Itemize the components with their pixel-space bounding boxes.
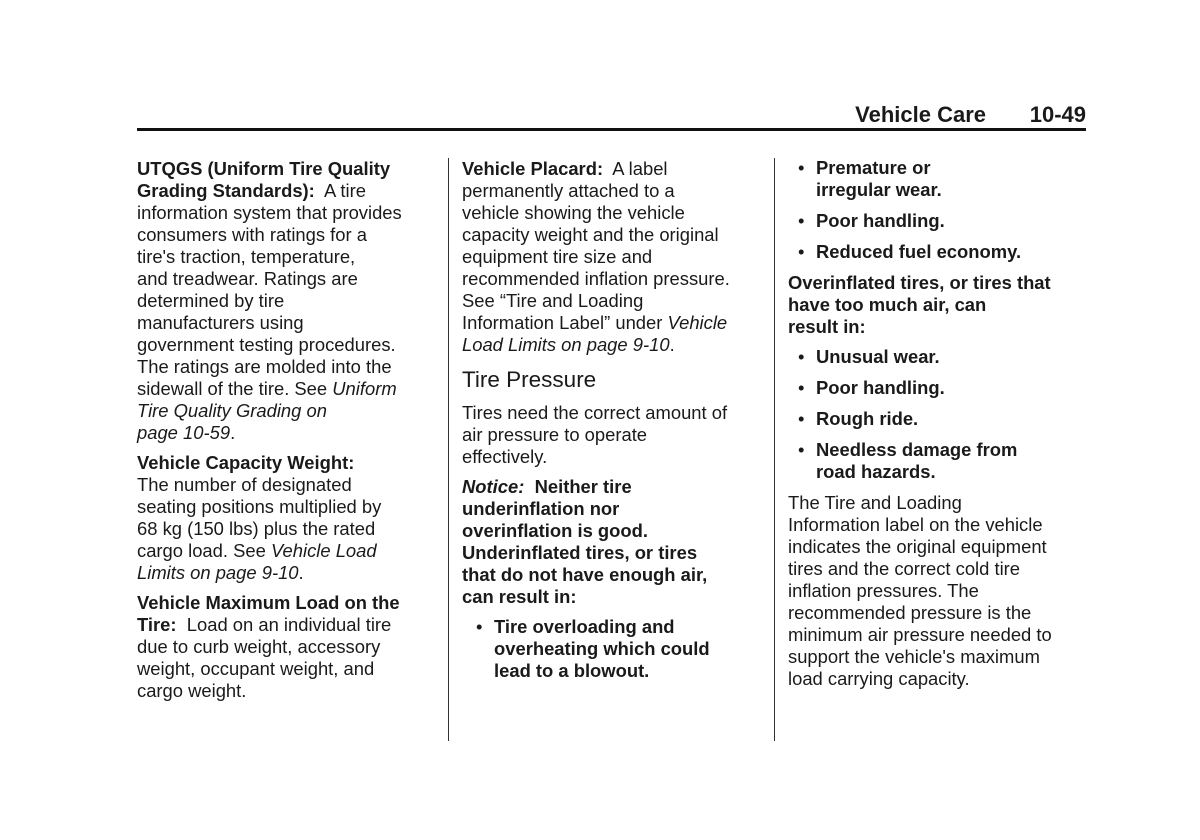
utqgs-text: consumers with ratings for a [137, 224, 367, 245]
page-header [137, 102, 1086, 130]
header-rule [137, 128, 1086, 131]
placard-term: Vehicle Placard: [462, 158, 604, 179]
placard-text: recommended inflation pressure. [462, 268, 730, 289]
list-item [476, 616, 762, 682]
placard-cross-reference[interactable]: Load Limits on page 9-10 [462, 334, 670, 355]
capacity-cross-reference[interactable]: Vehicle Load [270, 540, 377, 561]
paragraph-text: Information label on the vehicle [788, 514, 1043, 535]
utqgs-text: government testing procedures. [137, 334, 396, 355]
notice-label: Notice: [462, 476, 525, 497]
column-2 [462, 158, 762, 691]
list-item-text: lead to a blowout. [494, 660, 650, 681]
paragraph-text: inflation pressures. The [788, 580, 979, 601]
list-item-text: • Poor handling. [816, 210, 945, 231]
list-item-text: road hazards. [816, 461, 936, 482]
max-load-text: weight, occupant weight, and [137, 658, 375, 679]
overinflation-text: have too much air, can [788, 294, 987, 315]
tire-pressure-intro [462, 402, 762, 468]
utqgs-term-line1: UTQGS (Uniform Tire Quality [137, 158, 391, 179]
utqgs-text: manufacturers using [137, 312, 304, 333]
paragraph-text: The Tire and Loading [788, 492, 962, 513]
placard-text: capacity weight and the original [462, 224, 719, 245]
list-item [798, 346, 1088, 368]
paragraph-text: minimum air pressure needed to [788, 624, 1052, 645]
placard-definition [462, 158, 762, 356]
max-load-text: cargo weight. [137, 680, 247, 701]
placard-cross-reference[interactable]: Vehicle [667, 312, 728, 333]
placard-text: Information Label” under [462, 312, 663, 333]
capacity-text: 68 kg (150 lbs) plus the rated [137, 518, 376, 539]
utqgs-definition [137, 158, 437, 444]
list-item-text: • Poor handling. [816, 377, 945, 398]
utqgs-cross-reference[interactable]: Uniform [332, 378, 397, 399]
notice-text: can result in: [462, 586, 577, 607]
max-load-definition [137, 592, 437, 702]
placard-text: A label [612, 158, 668, 179]
placard-text: vehicle showing the vehicle [462, 202, 685, 223]
list-item [798, 408, 1088, 430]
notice-text: Underinflated tires, or tires [462, 542, 698, 563]
list-item-text: • Needless damage from [816, 439, 1018, 460]
capacity-definition [137, 452, 437, 584]
placard-text: See “Tire and Loading [462, 290, 644, 311]
notice-block [462, 476, 762, 608]
underinflation-effects-list [788, 157, 1088, 263]
overinflation-intro [788, 272, 1088, 338]
intro-text: effectively. [462, 446, 548, 467]
list-item [798, 439, 1088, 483]
utqgs-text: tire's traction, temperature, [137, 246, 356, 267]
paragraph-text: support the vehicle's maximum [788, 646, 1040, 667]
list-item-text: • Reduced fuel economy. [816, 241, 1022, 262]
intro-text: Tires need the correct amount of [462, 402, 728, 423]
list-item [798, 377, 1088, 399]
list-item [798, 157, 1088, 201]
paragraph-text: load carrying capacity. [788, 668, 970, 689]
notice-text: overinflation is good. [462, 520, 648, 541]
period: . [230, 422, 236, 443]
loading-label-paragraph [788, 492, 1088, 690]
paragraph-text: indicates the original equipment [788, 536, 1047, 557]
period: . [298, 562, 304, 583]
max-load-text: Load on an individual tire [186, 614, 392, 635]
placard-text: equipment tire size and [462, 246, 653, 267]
utqgs-term-line2: Grading Standards): [137, 180, 315, 201]
notice-text: underinflation nor [462, 498, 620, 519]
underinflation-notice-list [462, 616, 762, 682]
intro-text: air pressure to operate [462, 424, 648, 445]
tire-pressure-heading: Tire Pressure [462, 367, 597, 392]
page-number: 10-49 [1029, 102, 1086, 127]
paragraph-text: tires and the correct cold tire [788, 558, 1021, 579]
utqgs-text: determined by tire [137, 290, 285, 311]
notice-text: Neither tire [534, 476, 632, 497]
utqgs-text: sidewall of the tire. See [137, 378, 328, 399]
utqgs-text: information system that provides [137, 202, 402, 223]
period: . [669, 334, 675, 355]
overinflation-effects-list [788, 346, 1088, 483]
paragraph-text: recommended pressure is the [788, 602, 1032, 623]
max-load-term-line1: Vehicle Maximum Load on the [137, 592, 400, 613]
utqgs-cross-reference[interactable]: page 10-59 [137, 422, 231, 443]
capacity-text: The number of designated [137, 474, 352, 495]
notice-text: that do not have enough air, [462, 564, 708, 585]
column-3 [788, 158, 1088, 698]
column-1 [137, 158, 437, 710]
placard-text: permanently attached to a [462, 180, 675, 201]
list-item-text: • Unusual wear. [816, 346, 940, 367]
list-item [798, 210, 1088, 232]
capacity-text: cargo load. See [137, 540, 266, 561]
capacity-term: Vehicle Capacity Weight: [137, 452, 355, 473]
capacity-cross-reference[interactable]: Limits on page 9-10 [137, 562, 299, 583]
utqgs-text: and treadwear. Ratings are [137, 268, 358, 289]
capacity-text: seating positions multiplied by [137, 496, 382, 517]
list-item-text: • Premature or [816, 157, 931, 178]
list-item-text: • Tire overloading and [494, 616, 675, 637]
column-divider-1 [448, 158, 449, 741]
overinflation-text: result in: [788, 316, 866, 337]
utqgs-cross-reference[interactable]: Tire Quality Grading on [137, 400, 327, 421]
list-item-text: irregular wear. [816, 179, 942, 200]
column-divider-2 [774, 158, 775, 741]
overinflation-text: Overinflated tires, or tires that [788, 272, 1051, 293]
list-item-text: • Rough ride. [816, 408, 919, 429]
section-title: Vehicle Care [855, 102, 986, 127]
max-load-term-line2: Tire: [137, 614, 177, 635]
list-item [798, 241, 1088, 263]
utqgs-text: The ratings are molded into the [137, 356, 392, 377]
utqgs-text: A tire [324, 180, 366, 201]
list-item-text: overheating which could [494, 638, 710, 659]
max-load-text: due to curb weight, accessory [137, 636, 381, 657]
